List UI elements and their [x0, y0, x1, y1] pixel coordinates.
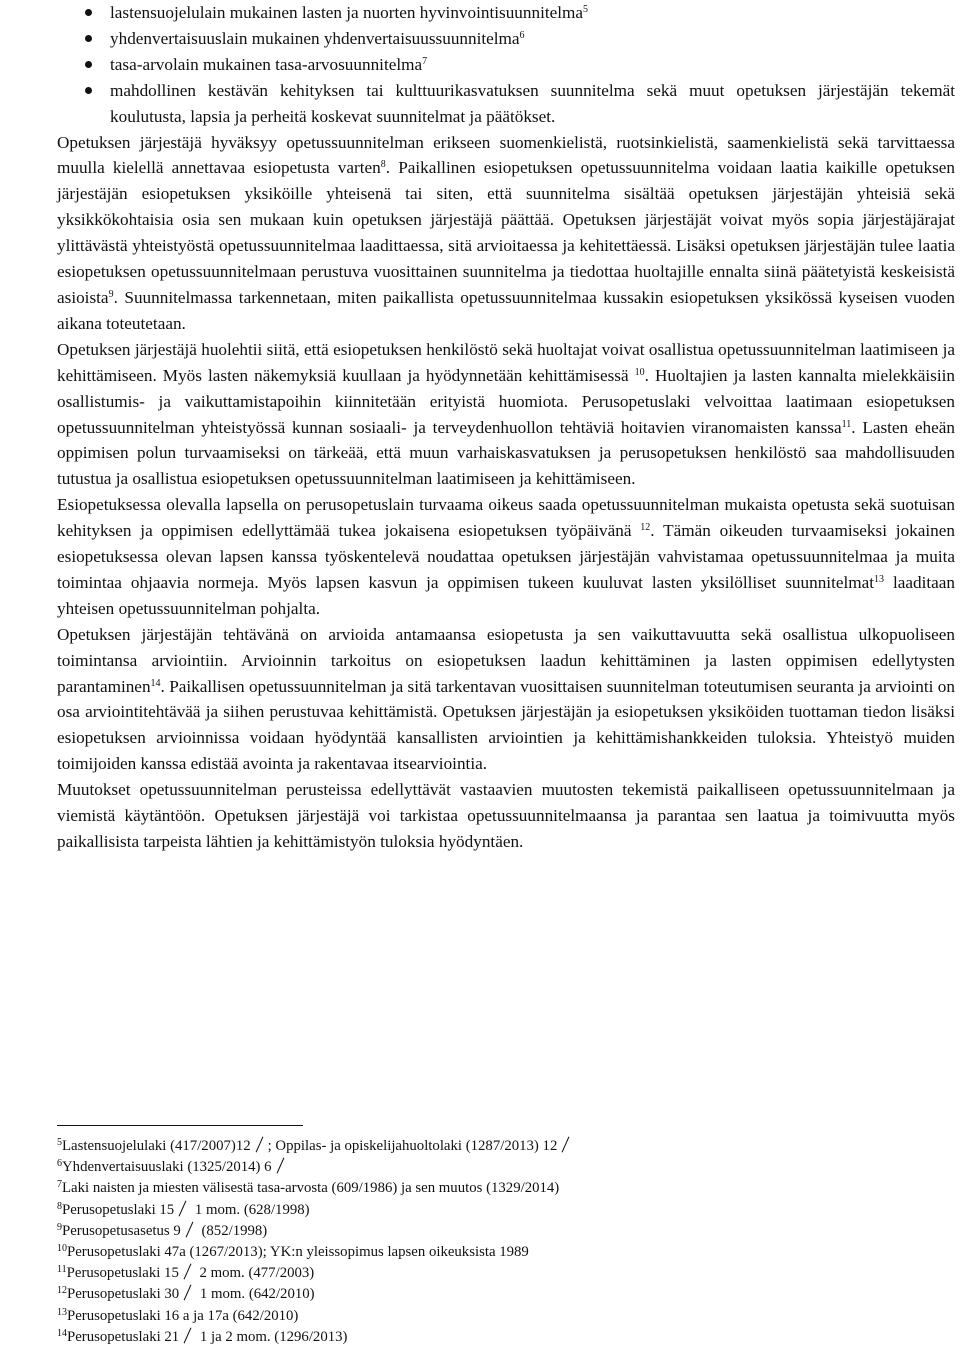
footnote-ref: 13 — [874, 573, 885, 585]
footnote-ref: 14 — [150, 677, 161, 689]
footnote: $^{12}$Perusopetuslaki 30 1 mom. (642/2010) — [57, 1285, 315, 1303]
footnote-ref: 5 — [583, 4, 589, 15]
footnote-ref: 10 — [634, 366, 645, 378]
footnote: $^7$Laki naisten ja miesten välisestä tasa-arvosta (609/1986) ja sen muutos (1329/2014) — [57, 1179, 560, 1197]
footnote: $^9$Perusopetusasetus 9 (852/1998) — [57, 1221, 268, 1239]
footnote-ref: 12 — [640, 522, 651, 534]
bullet-icon — [85, 9, 92, 16]
section-sign-icon — [560, 1137, 571, 1152]
list-item: tasa-arvolain mukainen tasa-arvosuunnitelma$^7$ — [57, 52, 955, 78]
footnote-ref: 9 — [108, 288, 114, 300]
footnote: $^8$Perusopetuslaki 15 1 mom. (628/1998) — [57, 1200, 310, 1218]
section-sign-icon — [182, 1264, 193, 1279]
section-sign-icon — [275, 1158, 286, 1173]
paragraph-changes: Muutokset opetussuunnitelman perusteissa edellyttävät vastaavien muutosten tekemistä paikalliseen opetussuunnitelmaan ja viemistä käytäntöön. Opetuksen järjestäjä voi tarkistaa opetussuunnitelmaansa ja parantaa sen laatua ja toimivuutta myös paikallisista tarpeista lähtien ja kehittämistyön tuloksia hyödyntäen. — [57, 780, 955, 851]
section-sign-icon — [177, 1201, 188, 1216]
footnote-ref: 6 — [519, 29, 525, 41]
plan-list — [57, 0, 955, 130]
paragraph-rights: Esiopetuksessa olevalla lapsella on perusopetuslain turvaama oikeus saada opetussuunnitelman mukaista opetusta sekä suotuisan kehityksen ja oppimisen edellyttämää tukea jokaisena esiopetuksen työpäivänä $^{12}$. Tämän oikeuden turvaamiseksi jokainen esiopetuksessa olevan lapsen kanssa työskentelevä noudattaa opetuksen järjestäjän vahvistamaa opetussuunnitelmaa ja muita toimintaa ohjaavia normeja. Myös lapsen kasvun ja oppimisen tukeen kuuluvat lasten yksilölliset suunnitelmat$^{13}$ laaditaan yhteisen opetussuunnitelman pohjalta. — [57, 495, 955, 618]
footnote-divider — [57, 1125, 303, 1126]
main-text — [57, 0, 955, 855]
footnote-ref: 7 — [422, 55, 428, 67]
section-sign-icon — [184, 1222, 195, 1237]
section-sign-icon — [182, 1328, 193, 1343]
section-sign-icon — [254, 1137, 265, 1152]
footnote: $^{10}$Perusopetuslaki 47a (1267/2013); YK:n yleissopimus lapsen oikeuksista 1989 — [57, 1243, 529, 1261]
footnote: $^5$Lastensuojelulaki (417/2007)12 ; Oppilas- ja opiskelijahuoltolaki (1287/2013) 12 — [57, 1136, 857, 1157]
bullet-icon — [85, 35, 92, 42]
footnote: $^{13}$Perusopetuslaki 16 a ja 17a (642/2010) — [57, 1306, 299, 1324]
list-item: yhdenvertaisuuslain mukainen yhdenvertaisuussuunnitelma$^6$ — [57, 26, 955, 52]
section-sign-icon — [182, 1285, 193, 1300]
bullet-icon — [85, 87, 92, 94]
list-item: lastensuojelulain mukainen lasten ja nuorten hyvinvointisuunnitelma$^5$ — [57, 0, 955, 26]
footnotes — [57, 1136, 857, 1348]
footnote: $^{11}$Perusopetuslaki 15 2 mom. (477/2003) — [57, 1264, 315, 1282]
list-item: mahdollinen kestävän kehityksen tai kulttuurikasvatuksen suunnitelma sekä muut opetuksen järjestäjän tekemät koulutusta, lapsia ja perheitä koskevat suunnitelmat ja päätökset. — [57, 78, 955, 130]
footnote-ref: 11 — [841, 418, 852, 430]
paragraph-participation: Opetuksen järjestäjä huolehtii siitä, että esiopetuksen henkilöstö sekä huoltajat voivat osallistua opetussuunnitelman laatimiseen ja kehittämiseen. Myös lasten näkemyksiä kuullaan ja hyödynnetään kehittämisessä $^{10}$. Huoltajien ja lasten kannalta mielekkäisiin osallistumis- ja vaikuttamistapoihin kiinnitetään erityistä huomiota. Perusopetuslaki velvoittaa laatimaan esiopetuksen opetussuunnitelman yhteistyössä kunnan sosiaali- ja terveydenhuollon tehtäviä hoitavien viranomaisten kanssa$^{11}$. Lasten eheän oppimisen polun turvaamiseksi on tärkeää, että muun varhaiskasvatuksen ja perusopetuksen henkilöstö saa mahdollisuuden tutustua ja osallistua esiopetuksen opetussuunnitelman laatimiseen ja kehittämiseen. — [57, 339, 955, 489]
paragraph-approval: Opetuksen järjestäjä hyväksyy opetussuunnitelman erikseen suomenkielistä, ruotsinkielistä, saamenkielistä sekä tarvittaessa muulla kielellä annettavaa esiopetusta varten$^8$. Paikallinen esiopetuksen opetussuunnitelma voidaan laatia kaikille opetuksen järjestäjän esiopetuksen yksiköille yhteisenä tai siten, että suunnitelma sisältää opetuksen järjestäjän yhteisiä sekä yksikkökohtaisia osia sen mukaan kuin opetuksen järjestäjä päättää. Opetuksen järjestäjät voivat myös sopia järjestäjärajat ylittävästä yhteistyöstä opetussuunnitelmaa laadittaessa, sitä arvioitaessa ja kehitettäessä. Lisäksi opetuksen järjestäjän tulee laatia esiopetuksen opetussuunnitelmaan perustuva vuosittainen suunnitelma ja tiedottaa huoltajille ennalta siinä päätetyistä keskeisistä asioista$^9$. Suunnitelmassa tarkennetaan, miten paikallista opetussuunnitelmaa kussakin esiopetuksen yksikössä kyseisen vuoden aikana toteutetaan. — [57, 132, 956, 333]
paragraph-evaluation: Opetuksen järjestäjän tehtävänä on arvioida antamaansa esiopetusta ja sen vaikuttavuutta sekä osallistua ulkopuoliseen toimintansa arviointiin. Arvioinnin tarkoitus on esiopetuksen laadun kehittäminen ja lasten oppimisen edellytysten parantaminen$^{14}$. Paikallisen opetussuunnitelman ja sitä tarkentavan vuosittaisen suunnitelman toteutumisen seuranta ja arviointi on osa arviointitehtävää ja siihen perustuvaa kehittämistä. Opetuksen järjestäjän ja esiopetuksen yksiköiden tuottaman tiedon lisäksi esiopetuksen arvioinnissa voidaan hyödyntää kansallisten arviointien ja kehittämishankkeiden tuloksia. Yhteistyö muiden toimijoiden kanssa edistää avointa ja rakentavaa itsearviointia. — [57, 624, 955, 774]
bullet-icon — [85, 61, 92, 68]
footnote-ref: 8 — [380, 159, 386, 171]
footnote: $^6$Yhdenvertaisuuslaki (1325/2014) 6 — [57, 1157, 857, 1178]
footnote: $^{14}$Perusopetuslaki 21 1 ja 2 mom. (1296/2013) — [57, 1327, 348, 1345]
